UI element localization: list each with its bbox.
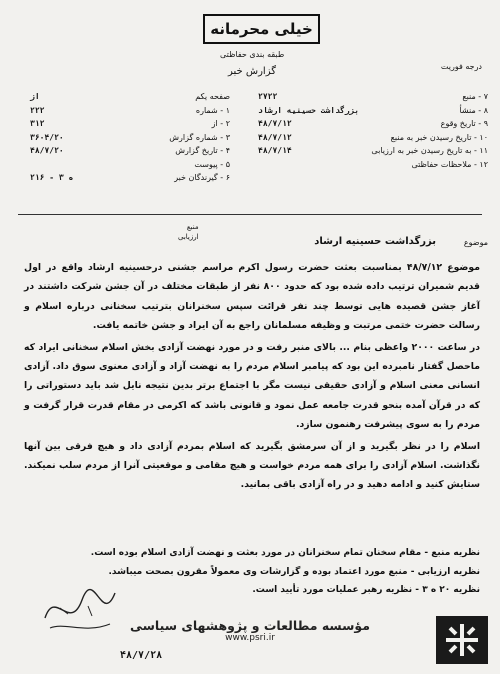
header-divider xyxy=(18,214,482,215)
note-line: نظریه ارزیابی - منبع مورد اعتماد بوده و گزارشات وی معمولاً مقرون بصحت میباشد. xyxy=(108,566,480,577)
field-row: ۵ - پیوست xyxy=(194,159,230,169)
report-body xyxy=(24,258,480,497)
watermark-url: www.psri.ir xyxy=(225,633,275,643)
field-row: ۲ - از ۳۱۲ xyxy=(30,119,230,128)
archive-watermark xyxy=(120,618,380,643)
field-row: ۱۱ - به تاریخ رسیدن خبر به ارزیابی ۴۸/۷/۱۴ xyxy=(258,146,488,155)
form-title: گزارش خبر xyxy=(228,66,276,77)
field-row: ۴ - تاریخ گزارش ۴۸/۷/۲۰ xyxy=(30,146,230,155)
field-row: ۱ - شماره ۲۲۲ xyxy=(30,105,230,115)
classification-stamp: خیلی محرمانه xyxy=(203,14,320,44)
body-paragraph: موضوع ۴۸/۷/۱۲ بمناسبت بعثت حضرت رسول اکرم مراسم جشنی درحسینیه ارشاد واقع در اول قدیم شمیران ترتیب داده شده بود که حدود ۸۰۰ نفر از طبقات مختلف در آن جشن شرکت داشتند در آغاز جشن قصیده هایی توسط چند نفر قرائت سپس سخنرانان بترتیب سخنانی درباره اسلام و رسالت حضرت ختمی مرتبت و وظیفه مسلمانان راجع به آن ایراد و جشن خاتمه یافت. xyxy=(24,262,480,332)
field-row: ۱۰ - تاریخ رسیدن خبر به منبع ۴۸/۷/۱۲ xyxy=(258,132,488,142)
subject-value: بزرگداشت حسینیه ارشاد xyxy=(314,236,436,247)
source-tags: منبع ارزیابی xyxy=(178,223,199,241)
classification-caption: طبقه بندی حفاظتی xyxy=(220,50,285,59)
body-paragraph: در ساعت ۲۰۰۰ واعظی بنام ... بالای منبر رفت و در مورد نهضت آزادی بخش اسلام سخنانی ایراد که ماحصل گفتار نامبرده این بود که پیامبر اسلام مردم را به نهضت آزاد و آزادی معنوی سوق داد. آزادی انسانی معنی اسلام و آزادی حقیقی نیست مگر با اجتماع برتر بدین نتیجه نایل شد باید دستوراتی را که در قرآن آمده بنحو قدرت جامعه عمل نمود و قانونی باشد که اکرمی در مقام قدرت قرار گرفت و مردم را به سوی پیشرفت رهنمون سازد. xyxy=(24,341,480,431)
subject-label: موضوع xyxy=(463,238,488,247)
field-row: ۸ - منشأ بزرگداشت حسینیه ارشاد xyxy=(258,105,488,115)
archive-number: ۴۸/۷/۲۸ xyxy=(120,650,163,661)
header-fields-left xyxy=(30,90,230,185)
field-row: ۶ - گیرندگان خبر ۲۱۶ - ه ۳ xyxy=(30,173,230,182)
header-fields-right xyxy=(258,90,488,171)
note-line: نظریه ۲۰ ه ۳ - نظریه رهبر عملیات مورد تأیید است. xyxy=(252,585,480,595)
priority-label: درجه فوریت xyxy=(440,62,482,71)
institute-logo-icon xyxy=(436,616,488,664)
field-row: صفحه یکم از xyxy=(30,92,230,101)
field-row: ۳ - شماره گزارش ۳۶۰۴/۲۰ xyxy=(30,132,230,142)
body-paragraph: اسلام را در نظر بگیرید و از آن سرمشق بگیرید که اسلام بمردم آزادی داد و هیچ فرقی بین آنها نگذاشت. اسلام آزادی را برای همه مردم خواست و هیچ مقامی و موقعیتی آنرا از مردم سلب نمیکند. ستایش کنید و ادامه دهید و در راه آزادی باقی بمانید. xyxy=(24,440,480,491)
note-line: نظریه منبع - مقام سخنان تمام سخنرانان در مورد بعثت و نهضت آزادی اسلام بوده است. xyxy=(90,548,480,558)
watermark-text: مؤسسه مطالعات و پژوهشهای سیاسی xyxy=(129,618,370,633)
field-row: ۹ - تاریخ وقوع ۴۸/۷/۱۲ xyxy=(258,119,488,128)
field-row: ۱۲ - ملاحظات حفاظتی xyxy=(411,159,488,169)
handwritten-signature xyxy=(40,578,120,638)
field-row: ۷ - منبع ۲۷۲۲ xyxy=(258,92,488,101)
